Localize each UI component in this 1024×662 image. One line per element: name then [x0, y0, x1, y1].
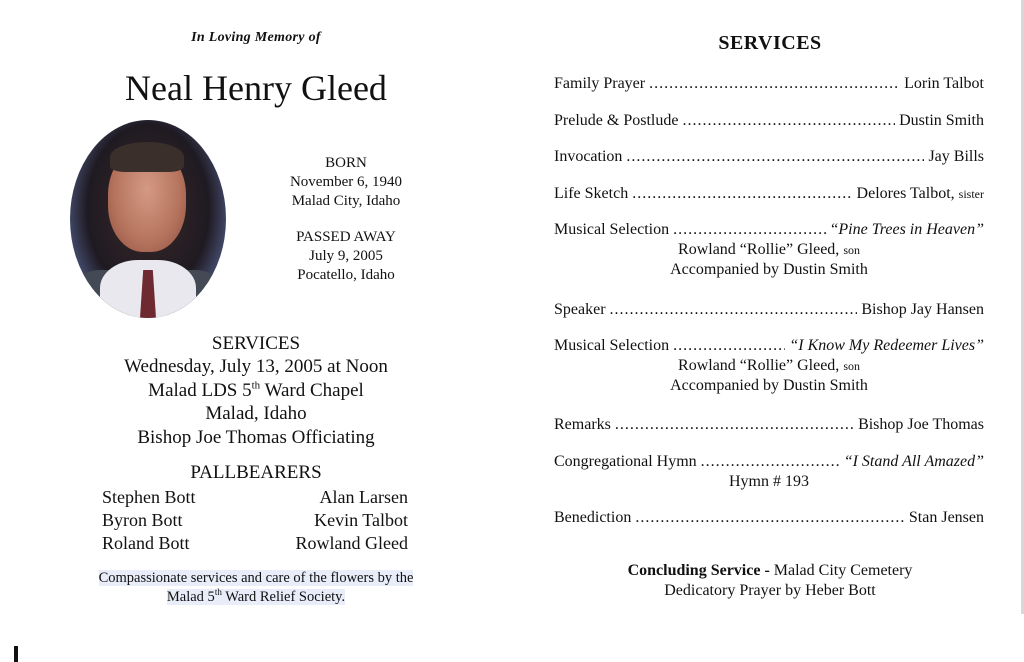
passed-date: July 9, 2005	[309, 248, 383, 264]
program-item-remarks: Remarks ..... Bishop Joe Thomas	[554, 415, 984, 435]
program-item-prelude: Prelude & Postlude ..... Dustin Smith	[554, 111, 984, 131]
services-when: Wednesday, July 13, 2005 at Noon	[124, 356, 388, 378]
program-item-life-sketch: Life Sketch ..... Delores Talbot, sister	[554, 184, 984, 204]
pallbearers-title: PALLBEARERS	[190, 462, 322, 483]
pallbearers-left-column	[102, 486, 196, 555]
program-item-family-prayer: Family Prayer ..... Lorin Talbot	[554, 74, 984, 94]
right-panel	[512, 0, 1024, 614]
passed-place: Pocatello, Idaho	[297, 267, 395, 283]
born-block	[258, 154, 434, 211]
memory-heading: In Loving Memory of	[191, 30, 321, 45]
portrait-photo	[70, 120, 226, 318]
born-label: BORN	[325, 155, 367, 171]
program-item-congregational-hymn: Congregational Hymn ..... “I Stand All Amazed” Hymn # 193	[554, 452, 984, 492]
pallbearer-name: Byron Bott	[102, 510, 183, 530]
services-title: SERVICES	[211, 333, 301, 354]
passed-label: PASSED AWAY	[296, 229, 396, 245]
born-date: November 6, 1940	[289, 174, 403, 190]
services-officiating: Bishop Joe Thomas Officiating	[137, 426, 375, 448]
scan-mark	[14, 646, 18, 662]
services-city: Malad, Idaho	[205, 403, 307, 425]
left-panel	[0, 0, 512, 614]
concluding-place: Malad City Cemetery	[773, 562, 913, 579]
program-item-invocation: Invocation ..... Jay Bills	[554, 147, 984, 167]
pallbearers-right-column	[282, 486, 408, 555]
relief-society-note: Compassionate services and care of the flowers by the Malad 5th Ward Relief Society.	[98, 570, 414, 605]
program-item-benediction: Benediction ..... Stan Jensen	[554, 508, 984, 528]
born-place: Malad City, Idaho	[291, 193, 401, 209]
program-item-musical-selection-1: Musical Selection ..... “Pine Trees in Heaven” Rowland “Rollie” Gleed, son Accompanied by Dustin Smith	[554, 220, 984, 280]
pallbearer-name: Rowland Gleed	[295, 533, 408, 553]
pallbearer-name: Alan Larsen	[319, 487, 408, 507]
program-item-speaker: Speaker ..... Bishop Jay Hansen	[554, 300, 984, 320]
deceased-name: Neal Henry Gleed	[125, 68, 387, 108]
program-item-musical-selection-2: Musical Selection ..... “I Know My Redeemer Lives” Rowland “Rollie” Gleed, son Accompanied by Dustin Smith	[554, 336, 984, 396]
concluding-label: Concluding Service -	[627, 562, 770, 579]
passed-block	[258, 228, 434, 285]
pallbearer-name: Stephen Bott	[102, 487, 196, 507]
pallbearer-name: Roland Bott	[102, 533, 190, 553]
dedicatory-prayer: Dedicatory Prayer by Heber Bott	[664, 582, 876, 599]
pallbearer-name: Kevin Talbot	[314, 510, 408, 530]
program-heading: SERVICES	[718, 32, 822, 54]
services-chapel: Malad LDS 5th Ward Chapel	[148, 379, 364, 401]
concluding-service	[512, 561, 1024, 601]
services-block	[0, 332, 512, 449]
